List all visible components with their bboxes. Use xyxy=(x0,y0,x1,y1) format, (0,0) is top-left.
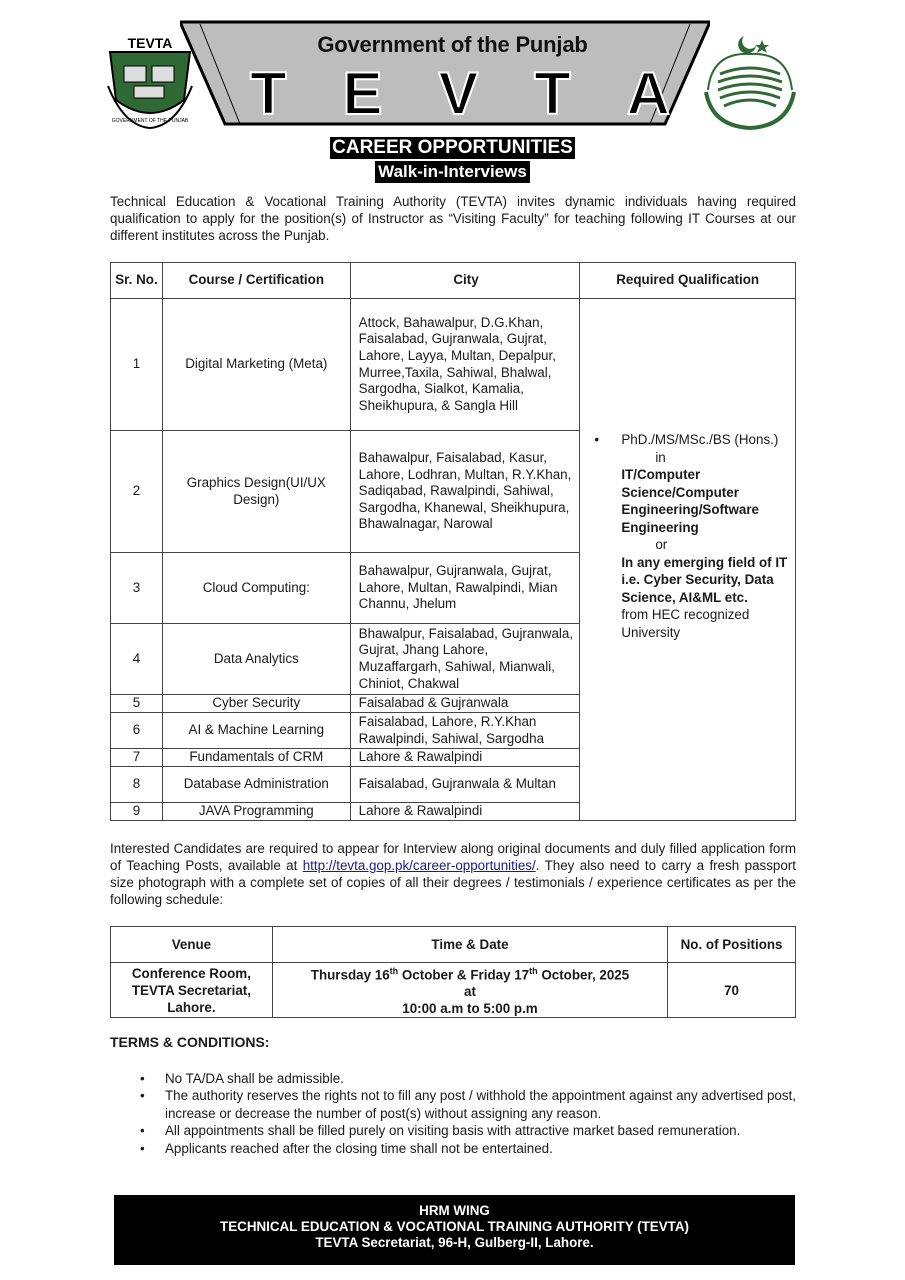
svg-text:TEVTA: TEVTA xyxy=(127,35,173,51)
footer-line: TEVTA Secretariat, 96-H, Gulberg-II, Lahore. xyxy=(315,1235,594,1250)
intro-paragraph: Technical Education & Vocational Training Authority (TEVTA) invites dynamic individuals having required qualification to apply for the position(s) of Instructor as “Visiting Faculty” for teaching following IT Courses at our different institutes across the Punjab. xyxy=(110,194,796,243)
sr-no: 6 xyxy=(111,713,163,749)
schedule-table xyxy=(110,926,796,1018)
course-name: Digital Marketing (Meta) xyxy=(162,299,350,431)
at-text: at xyxy=(464,984,476,1000)
list-item: • No TA/DA shall be admissible. xyxy=(140,1070,796,1087)
course-name: Data Analytics xyxy=(162,624,350,695)
qualification-from: from HEC recognized University xyxy=(621,607,750,640)
schedule-header-row xyxy=(111,927,796,963)
course-header: Course / Certification xyxy=(162,263,350,299)
city-list: Faisalabad, Gujranwala & Multan xyxy=(350,767,580,803)
svg-text:GOVERNMENT OF THE PUNJAB: GOVERNMENT OF THE PUNJAB xyxy=(111,118,189,124)
venue-value: Conference Room, TEVTA Secretariat, Lahore. xyxy=(111,963,273,1018)
qualification-in: in xyxy=(655,449,666,465)
course-name: AI & Machine Learning xyxy=(162,713,350,749)
sr-no: 8 xyxy=(111,767,163,803)
table-row xyxy=(111,299,796,431)
city-list: Bahawalpur, Faisalabad, Kasur, Lahore, Lodhran, Multan, R.Y.Khan, Sadiqabad, Rawalpindi, Sahiwal, Sargodha, Khanewal, Sheikhupura, Bhawalnagar, Narowal xyxy=(350,431,580,553)
sr-no: 1 xyxy=(111,299,163,431)
sr-no: 4 xyxy=(111,624,163,695)
course-name: JAVA Programming xyxy=(162,803,350,821)
course-name: Cloud Computing: xyxy=(162,553,350,624)
courses-table xyxy=(110,262,796,821)
qualification-emerging: In any emerging field of IT i.e. Cyber Security, Data Science, AI&ML etc. xyxy=(621,554,788,605)
career-title-text: CAREER OPPORTUNITIES xyxy=(332,137,573,158)
course-name: Database Administration xyxy=(162,767,350,803)
tevta-letter: T xyxy=(250,60,287,127)
government-title: Government of the Punjab xyxy=(317,32,588,57)
career-opportunities-title xyxy=(0,137,905,159)
table-header-row xyxy=(111,263,796,299)
footer-line: TECHNICAL EDUCATION & VOCATIONAL TRAINING AUTHORITY (TEVTA) xyxy=(220,1219,689,1234)
list-item: • Applicants reached after the closing time shall not be entertained. xyxy=(140,1140,796,1157)
page-header xyxy=(100,18,805,130)
tevta-letter: A xyxy=(626,60,670,127)
sr-no-header: Sr. No. xyxy=(111,263,163,299)
punjab-emblem-icon xyxy=(700,32,800,132)
qualification-text xyxy=(594,431,790,641)
city-list: Lahore & Rawalpindi xyxy=(350,803,580,821)
course-name: Cyber Security xyxy=(162,695,350,713)
positions-value: 70 xyxy=(668,963,796,1018)
city-list: Faisalabad, Lahore, R.Y.Khan Rawalpindi, Sahiwal, Sargodha xyxy=(350,713,580,749)
date-sup: th xyxy=(529,966,538,976)
date-part: Thursday 16 xyxy=(310,967,390,983)
list-item: • All appointments shall be filled purely on visiting basis with attractive market based remuneration. xyxy=(140,1122,796,1139)
walk-in-title xyxy=(0,161,905,183)
positions-header: No. of Positions xyxy=(668,927,796,963)
city-list: Bahawalpur, Gujranwala, Gujrat, Lahore, Multan, Rawalpindi, Mian Channu, Jhelum xyxy=(350,553,580,624)
footer-box xyxy=(114,1195,795,1265)
career-opportunities-link[interactable]: http://tevta.gop.pk/career-opportunities/ xyxy=(302,858,536,873)
instructions-text-end: . They also need to carry a fresh passport size photograph with a complete set of copies of all their degrees / testimonials / experience certificates as per the following schedule: xyxy=(110,858,796,907)
schedule-row xyxy=(111,963,796,1018)
qualification-cell xyxy=(580,299,796,821)
tevta-letter: E xyxy=(342,60,383,127)
tevta-wordmark xyxy=(250,60,670,127)
city-list: Lahore & Rawalpindi xyxy=(350,749,580,767)
sr-no: 9 xyxy=(111,803,163,821)
course-name: Fundamentals of CRM xyxy=(162,749,350,767)
sr-no: 3 xyxy=(111,553,163,624)
date-sup: th xyxy=(389,966,399,976)
terms-title: TERMS & CONDITIONS: xyxy=(110,1034,270,1050)
qualification-fields: IT/Computer Science/Computer Engineering/Software Engineering xyxy=(621,467,759,535)
terms-list xyxy=(140,1070,796,1157)
city-list: Faisalabad & Gujranwala xyxy=(350,695,580,713)
tevta-letter: T xyxy=(534,60,571,127)
time-range: 10:00 a.m to 5:00 p.m xyxy=(402,1001,538,1017)
instructions-text: Interested Candidates are required to appear for Interview along original documents and duly filled application form of Teaching Posts, available at xyxy=(110,841,796,873)
date-part: October & Friday 17 xyxy=(398,967,530,983)
walk-in-title-text: Walk-in-Interviews xyxy=(375,161,530,183)
city-header: City xyxy=(350,263,580,299)
city-list: Bhawalpur, Faisalabad, Gujranwala, Gujrat, Jhang Lahore, Muzaffargarh, Sahiwal, Mianwali, Chiniot, Chakwal xyxy=(350,624,580,695)
footer-line: HRM WING xyxy=(419,1203,490,1218)
venue-header: Venue xyxy=(111,927,273,963)
date-line xyxy=(273,963,667,983)
time-date-value xyxy=(272,963,667,1018)
qualification-or: or xyxy=(655,537,668,552)
course-name: Graphics Design(UI/UX Design) xyxy=(162,431,350,553)
qualification-degrees: PhD./MS/MSc./BS (Hons.) xyxy=(621,432,779,447)
sr-no: 5 xyxy=(111,695,163,713)
bullet: • xyxy=(594,432,600,447)
sr-no: 2 xyxy=(111,431,163,553)
qualification-header: Required Qualification xyxy=(580,263,796,299)
time-date-header: Time & Date xyxy=(272,927,667,963)
list-item: • The authority reserves the rights not to fill any post / withhold the appointment against any advertised post, increase or decrease the number of post(s) without assigning any reason. xyxy=(140,1087,796,1122)
sr-no: 7 xyxy=(111,749,163,767)
instructions-paragraph xyxy=(110,840,796,908)
date-part: October, 2025 xyxy=(537,967,630,983)
tevta-letter: V xyxy=(438,60,479,127)
city-list: Attock, Bahawalpur, D.G.Khan, Faisalabad, Gujranwala, Gujrat, Lahore, Layya, Multan, Depalpur, Murree,Taxila, Sahiwal, Bhalwal, Sargodha, Sialkot, Kamalia, Sheikhupura, & Sangla Hill xyxy=(350,299,580,431)
